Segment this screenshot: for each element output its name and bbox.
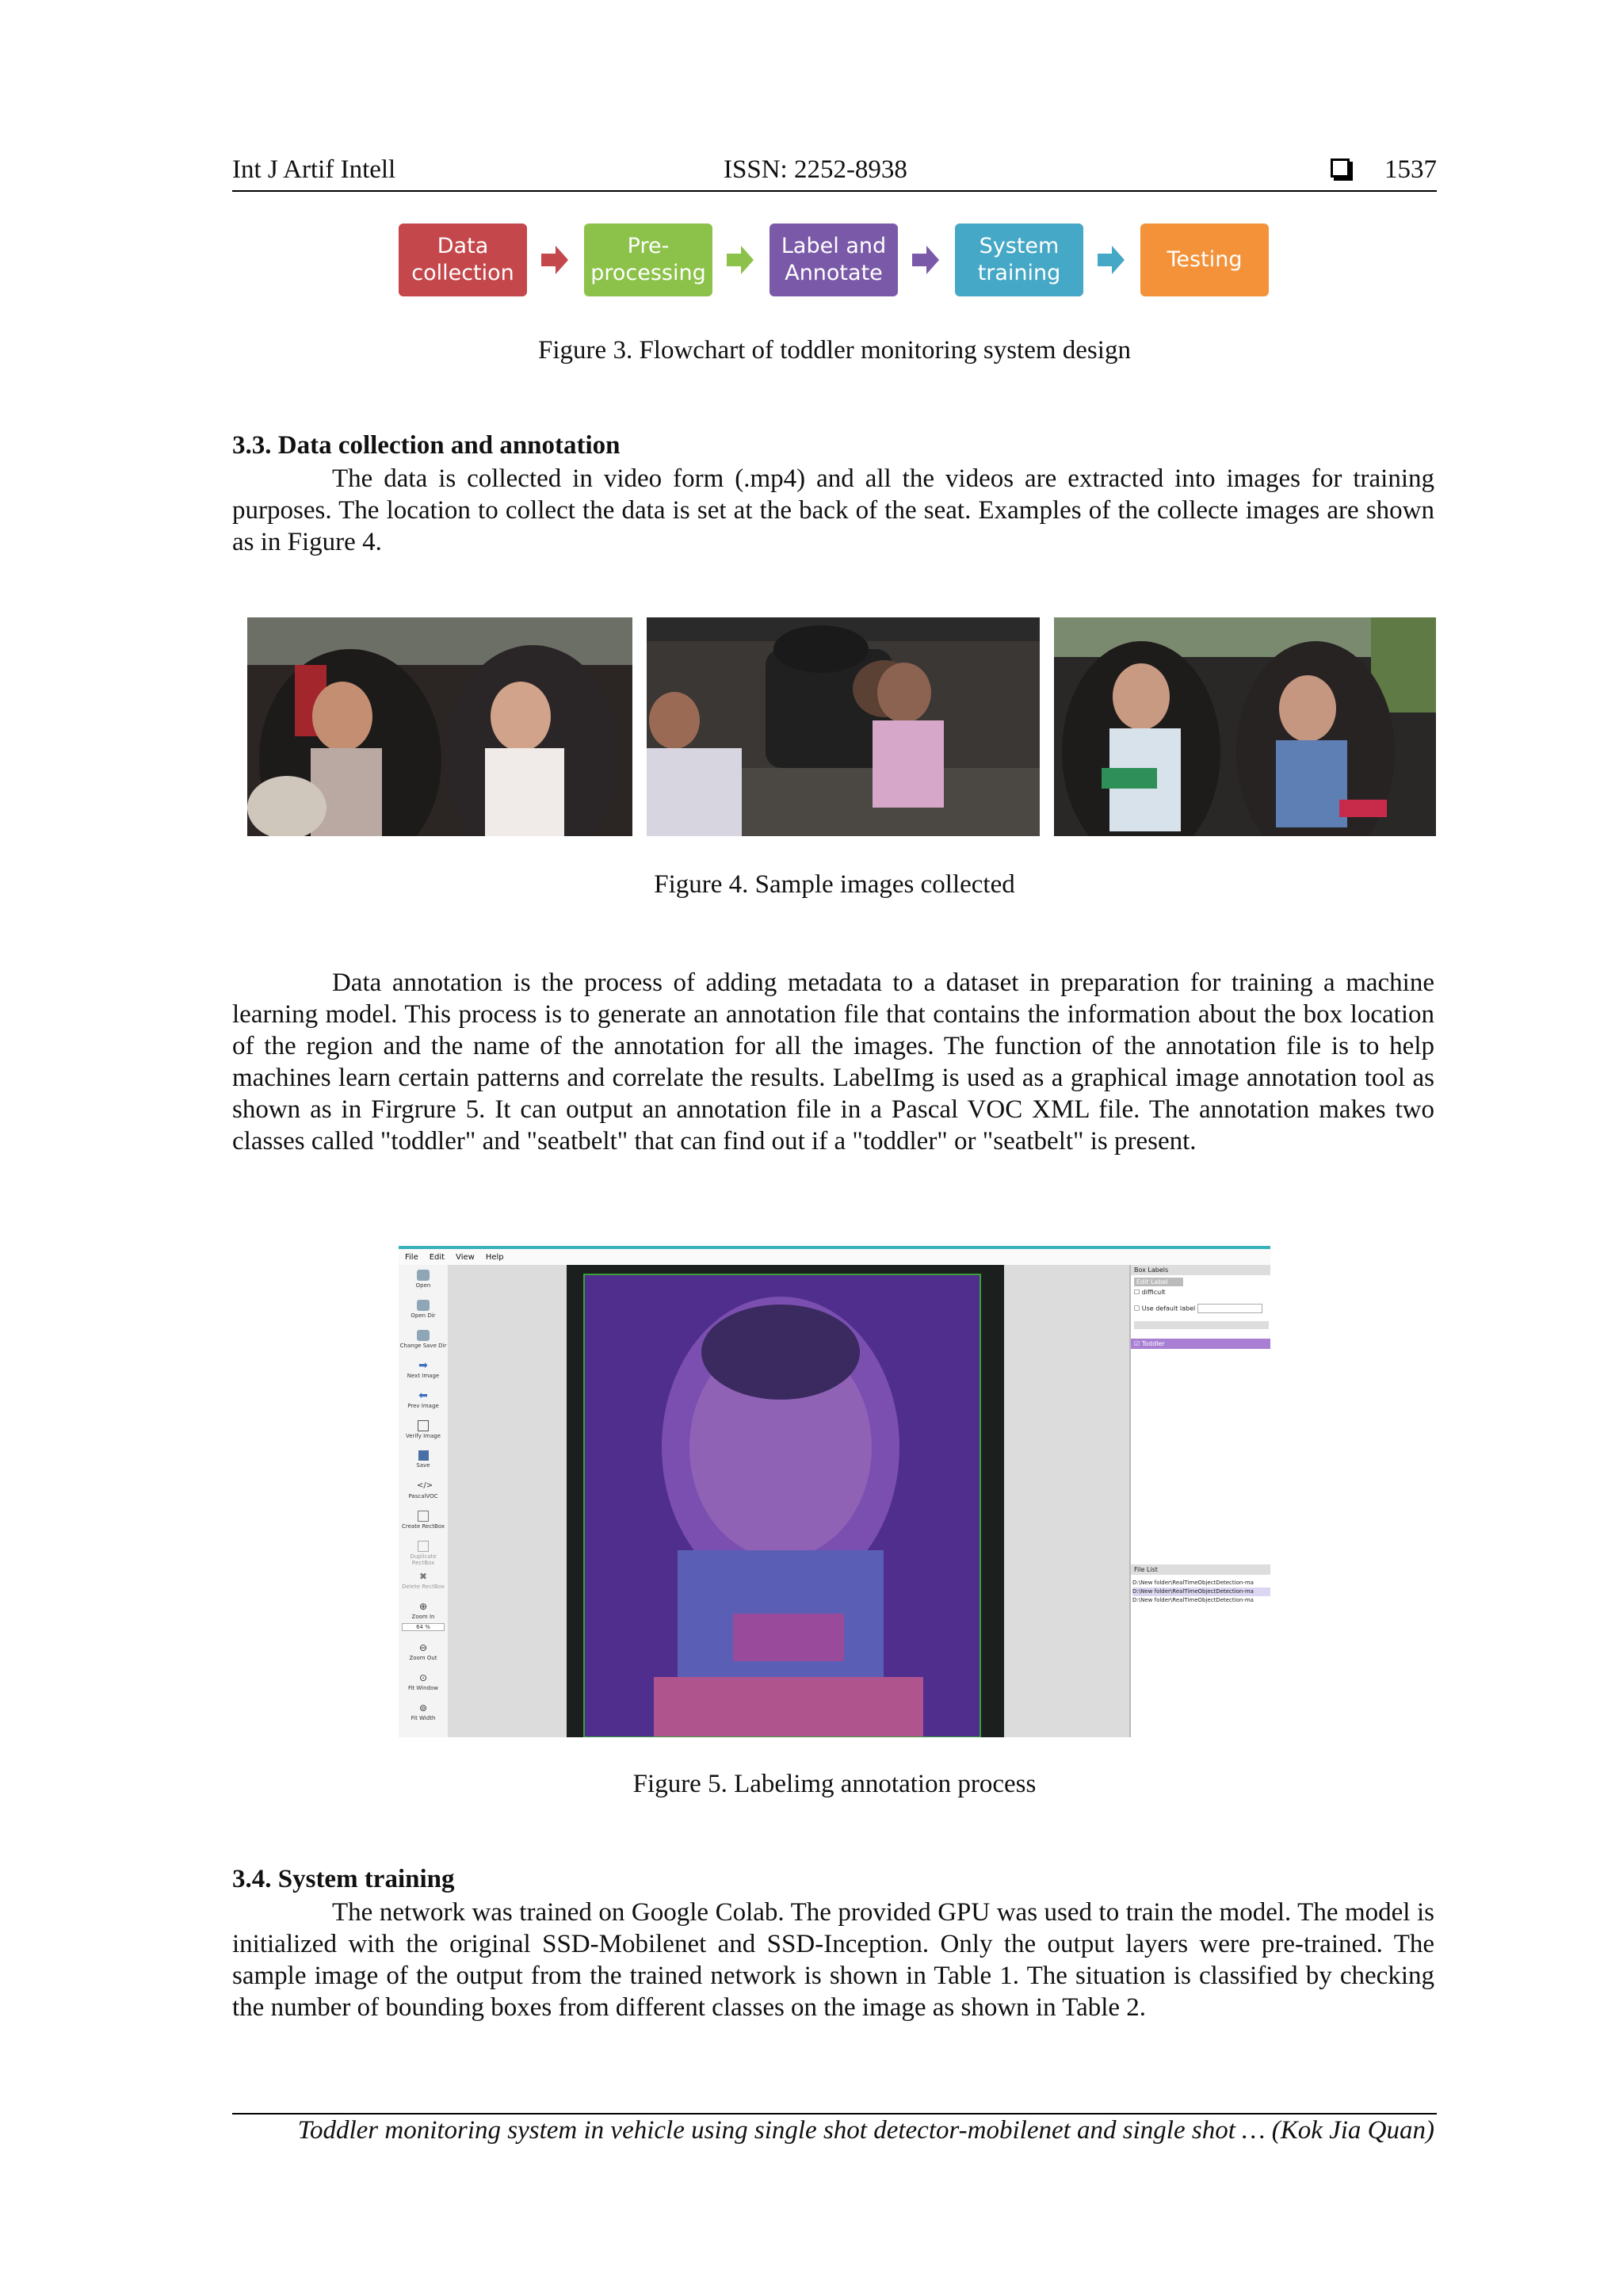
tool-verify-image[interactable]: Verify Image [399, 1420, 448, 1439]
flow-step-preprocessing: Pre-processing [584, 223, 712, 296]
menu-edit[interactable]: Edit [429, 1252, 445, 1262]
labelimg-toolbar [399, 1265, 449, 1737]
section-3-3-heading: 3.3. Data collection and annotation [232, 431, 621, 460]
flow-step-system-training: System training [955, 223, 1083, 296]
menu-view[interactable]: View [456, 1252, 475, 1262]
default-label-input[interactable] [1197, 1304, 1262, 1313]
zoom-value[interactable]: 64 % [402, 1623, 445, 1631]
arrow-right-icon: ➡ [418, 1359, 428, 1372]
flow-step-label-annotate: Label and Annotate [769, 223, 898, 296]
arrow-left-icon: ⬅ [418, 1389, 428, 1402]
section-3-3-paragraph-2: Data annotation is the process of adding metadata to a dataset in preparation for training a machine learning model. This process is to generate an annotation file that contains the information about the box location of the region and the name of the annotation for all the images. The function of the annotation file is to help machines learn certain patterns and correlate the results. LabelImg is used as a graphical image annotation tool as shown as in Firgrure 5. It can output an annotation file in a Pascal VOC XML file. The annotation makes two classes called "toddler" and "seatbelt" that can find out if a "toddler" or "seatbelt" is present. [232, 968, 1434, 1156]
folder-icon [417, 1330, 430, 1341]
tool-duplicate-rectbox[interactable]: Duplicate RectBox [399, 1541, 448, 1566]
flow-arrow-icon [912, 246, 939, 274]
labelimg-screenshot [399, 1246, 1270, 1737]
tool-pascalvoc[interactable]: </> PascalVOC [408, 1481, 438, 1499]
sample-photo-3 [1054, 617, 1436, 836]
zoom-in-icon: ⊕ [418, 1601, 428, 1612]
flow-arrow-icon [541, 246, 568, 274]
sample-photo-2 [647, 617, 1040, 836]
tool-change-save-dir[interactable]: Change Save Dir [399, 1330, 448, 1349]
checkbox-icon [418, 1420, 429, 1431]
flow-arrow-icon [727, 246, 754, 274]
tool-zoom-out[interactable]: ⊖ Zoom Out [409, 1642, 437, 1661]
figure4-caption: Figure 4. Sample images collected [654, 870, 1015, 899]
figure3-caption: Figure 3. Flowchart of toddler monitoring system design [538, 336, 1131, 365]
labelimg-right-panel [1129, 1265, 1270, 1737]
sample-photo-1 [247, 617, 632, 836]
label-list-item[interactable]: ☑ Toddler [1131, 1339, 1270, 1349]
file-list [1132, 1579, 1270, 1605]
page-number: 1537 [1384, 155, 1437, 184]
panel-divider [1134, 1321, 1269, 1329]
zoom-out-icon: ⊖ [418, 1642, 428, 1653]
annotated-image [448, 1265, 1129, 1737]
journal-name: Int J Artif Intell [232, 155, 396, 184]
section-3-4-paragraph: The network was trained on Google Colab. The provided GPU was used to train the model. The model is initialized with the original SSD-Mobilenet and SSD-Inception. Only the output layers were pre-trained. The sample image of the output from the trained network is shown in Table 1. The situation is classified by checking the number of bounding boxes from different classes on the image as shown in Table 2. [232, 1898, 1434, 2022]
use-default-checkbox[interactable]: ☐ Use default label [1134, 1304, 1269, 1313]
tool-fit-window[interactable]: ⊙ Fit Window [407, 1672, 439, 1691]
duplicate-icon [418, 1541, 429, 1552]
labelimg-canvas[interactable] [448, 1265, 1129, 1737]
rectbox-icon [418, 1511, 429, 1522]
box-labels-title: Box Labels [1131, 1265, 1270, 1275]
issn: ISSN: 2252-8938 [724, 155, 907, 184]
flow-step-testing: Testing [1140, 223, 1269, 296]
footer-rule [232, 2113, 1437, 2115]
figure5-caption: Figure 5. Labelimg annotation process [632, 1770, 1037, 1798]
section-3-4-heading: 3.4. System training [232, 1865, 455, 1893]
running-header [232, 155, 1437, 192]
running-footer: Toddler monitoring system in vehicle using single shot detector-mobilenet and single shot … (Kok Jia Quan) [297, 2116, 1434, 2145]
folder-icon [417, 1300, 430, 1311]
page-box-icon [1331, 159, 1350, 178]
tool-zoom-in[interactable]: ⊕ Zoom In [411, 1601, 435, 1620]
tool-delete-rectbox[interactable]: ✖ Delete RectBox [402, 1571, 445, 1590]
flow-arrow-icon [1098, 246, 1125, 274]
fit-width-icon: ⊚ [418, 1702, 428, 1713]
flow-step-data-collection: Data collection [399, 223, 527, 296]
tool-open-dir[interactable]: Open Dir [399, 1300, 448, 1319]
tool-create-rectbox[interactable]: Create RectBox [399, 1511, 448, 1530]
file-list-item[interactable]: D:\New folder\RealTimeObjectDetection-ma [1132, 1580, 1254, 1586]
delete-icon: ✖ [418, 1571, 428, 1582]
flowchart [399, 223, 1270, 298]
tool-next-image[interactable]: ➡ Next Image [407, 1359, 440, 1379]
code-icon: </> [417, 1481, 433, 1490]
page-number-group [1331, 155, 1437, 185]
menu-help[interactable]: Help [485, 1252, 504, 1262]
tool-prev-image[interactable]: ⬅ Prev Image [407, 1389, 439, 1409]
file-list-item[interactable]: D:\New folder\RealTimeObjectDetection-ma [1132, 1597, 1254, 1603]
save-icon [418, 1450, 429, 1461]
file-list-item[interactable]: D:\New folder\RealTimeObjectDetection-ma [1132, 1587, 1270, 1596]
tool-open[interactable]: Open [399, 1270, 448, 1289]
section-3-3-paragraph-1: The data is collected in video form (.mp4) and all the videos are extracted into images for training purposes. The location to collect the data is set at the back of the seat. Examples of the collecte images are shown as in Figure 4. [232, 464, 1434, 556]
fit-window-icon: ⊙ [418, 1672, 428, 1683]
edit-label-button[interactable]: Edit Label [1134, 1278, 1183, 1286]
tool-save[interactable]: Save [399, 1450, 448, 1469]
file-list-title: File List [1131, 1564, 1270, 1575]
labelimg-menubar [399, 1249, 1270, 1266]
difficult-checkbox[interactable]: ☐ difficult [1134, 1289, 1166, 1296]
tool-fit-width[interactable]: ⊚ Fit Width [411, 1702, 436, 1721]
folder-icon [417, 1270, 430, 1281]
menu-file[interactable]: File [405, 1252, 418, 1262]
